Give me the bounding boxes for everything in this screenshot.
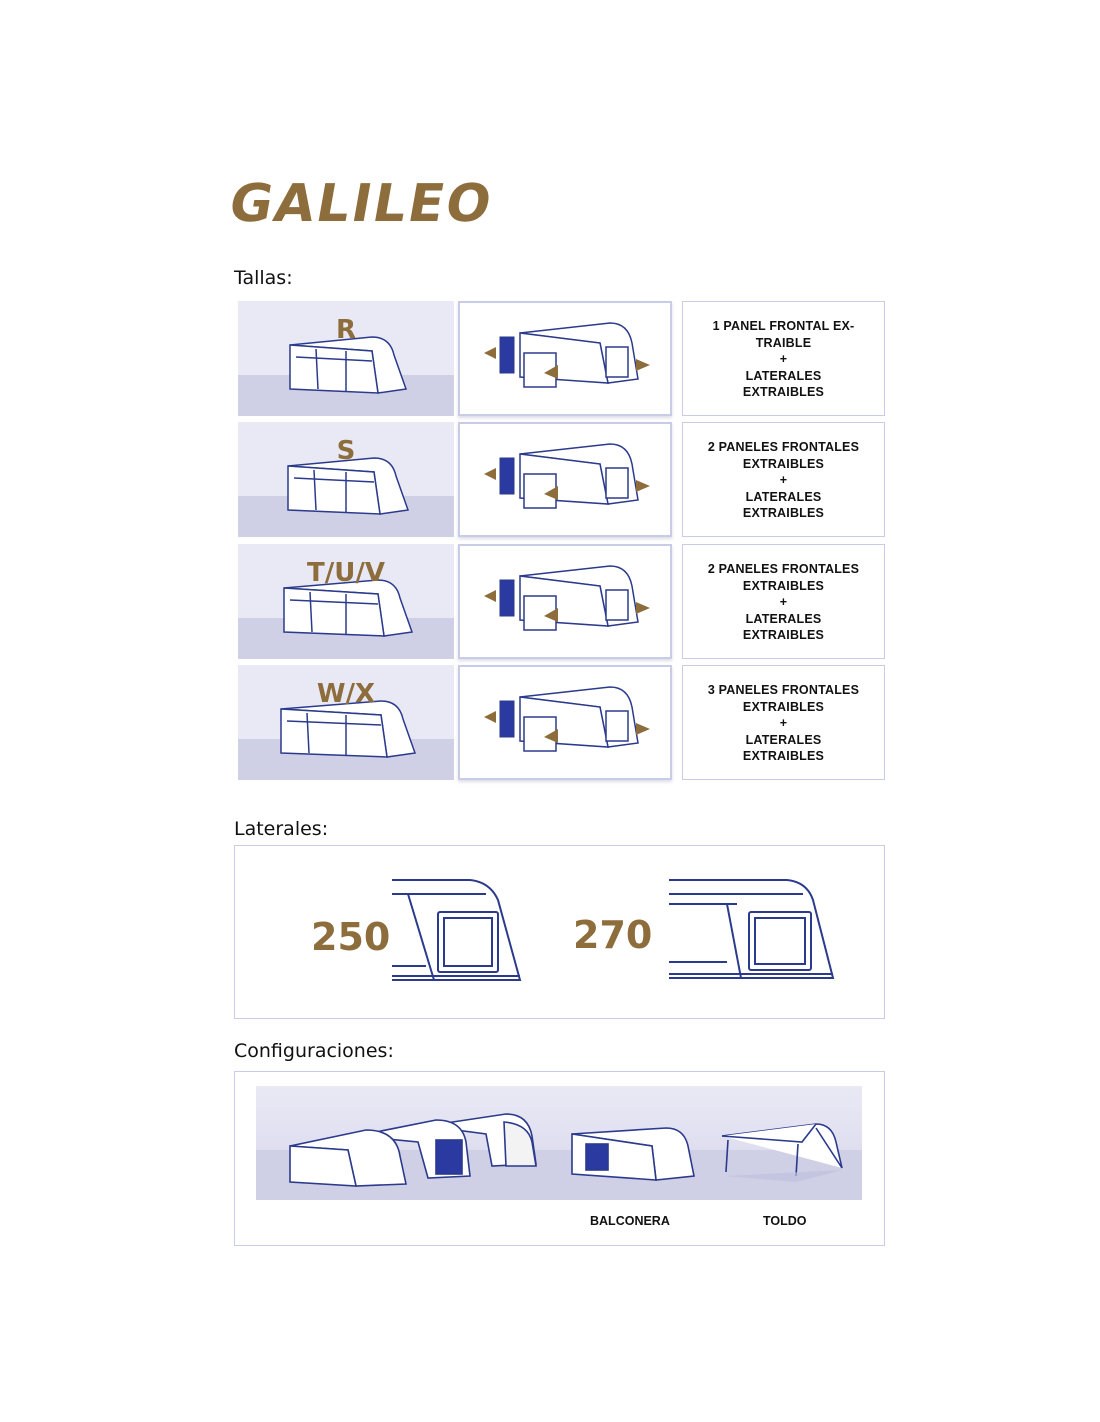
talla-description-line: + <box>779 716 788 730</box>
section-title-laterales: Laterales: <box>234 818 329 840</box>
lateral-270-illustration <box>667 876 837 991</box>
talla-size-label: W/X <box>316 679 376 709</box>
talla-size-label: T/U/V <box>307 558 385 588</box>
talla-panels-diagram <box>458 301 672 416</box>
talla-description <box>682 665 885 780</box>
configuraciones-illustration <box>256 1086 862 1200</box>
talla-description-line: EXTRAIBLES <box>742 506 825 520</box>
talla-image <box>238 422 454 537</box>
config-label-balconera: BALCONERA <box>590 1214 670 1228</box>
talla-description-line: + <box>779 595 788 609</box>
talla-description-line: + <box>779 473 788 487</box>
talla-description-line: EXTRAIBLES <box>742 749 825 763</box>
brand-logo: GALILEO <box>224 174 498 234</box>
talla-panels-diagram <box>458 422 672 537</box>
talla-image <box>238 544 454 659</box>
talla-size-label: S <box>336 436 356 466</box>
talla-description-line: EXTRAIBLES <box>742 699 825 714</box>
talla-description <box>682 544 885 659</box>
talla-description-line: TRAIBLE <box>755 335 812 350</box>
talla-description <box>682 422 885 537</box>
talla-description-line: 3 PANELES FRONTALES <box>707 683 860 697</box>
lateral-size-250: 250 <box>311 915 391 959</box>
section-title-tallas: Tallas: <box>234 267 293 289</box>
section-title-configuraciones: Configuraciones: <box>234 1040 394 1062</box>
lateral-size-270: 270 <box>573 913 653 957</box>
talla-description <box>682 301 885 416</box>
talla-description-line: LATERALES <box>745 732 822 747</box>
config-label-toldo: TOLDO <box>763 1214 807 1228</box>
talla-description-line: 1 PANEL FRONTAL EX- <box>712 319 855 333</box>
talla-image <box>238 665 454 780</box>
laterales-panel <box>234 845 885 1019</box>
talla-panels-diagram <box>458 544 672 659</box>
talla-description-line: + <box>779 352 788 366</box>
talla-description-line: EXTRAIBLES <box>742 456 825 471</box>
talla-size-label: R <box>335 315 357 345</box>
talla-panels-diagram <box>458 665 672 780</box>
talla-description-line: EXTRAIBLES <box>742 385 825 399</box>
talla-description-line: LATERALES <box>745 611 822 626</box>
talla-description-line: LATERALES <box>745 489 822 504</box>
talla-description-line: 2 PANELES FRONTALES <box>707 562 860 576</box>
talla-description-line: 2 PANELES FRONTALES <box>707 440 860 454</box>
configuraciones-panel <box>234 1071 885 1246</box>
talla-description-line: LATERALES <box>745 368 822 383</box>
talla-description-line: EXTRAIBLES <box>742 628 825 642</box>
lateral-250-illustration <box>390 876 525 991</box>
talla-image <box>238 301 454 416</box>
talla-description-line: EXTRAIBLES <box>742 578 825 593</box>
